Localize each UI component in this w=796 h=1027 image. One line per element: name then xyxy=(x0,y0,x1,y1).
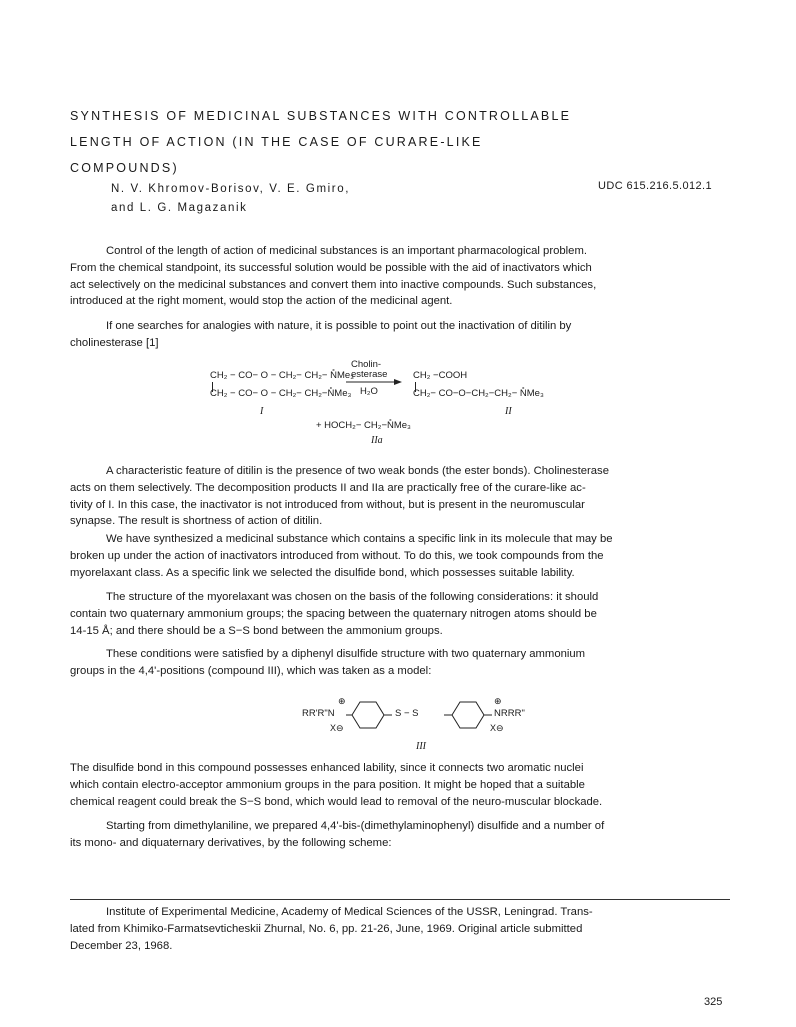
reagent-label: H₂O xyxy=(360,386,378,397)
text-line: contain two quaternary ammonium groups; the spacing between the quaternary nitrogen atoms should be xyxy=(70,607,597,620)
text-line: introduced at the right moment, would stop the action of the medicinal agent. xyxy=(70,295,453,308)
paragraph xyxy=(70,818,735,852)
text-line: tivity of I. In this case, the inactivator is not introduced from without, but is present in the neuromuscular xyxy=(70,498,585,511)
footnote-line: lated from Khimiko-Farmatsevticheskii Zhurnal, No. 6, pp. 21-26, June, 1969. Original article submitted xyxy=(70,922,583,935)
text-line: act selectively on the medicinal substances and convert them into inactive compounds. Such substances, xyxy=(70,278,597,291)
positive-charge: ⊕ xyxy=(494,696,502,706)
footnote-line: Institute of Experimental Medicine, Academy of Medical Sciences of the USSR, Leningrad. Trans- xyxy=(106,906,593,918)
compound-label: II xyxy=(505,406,512,417)
text-line: groups in the 4,4'-positions (compound III), which was taken as a model: xyxy=(70,664,432,677)
text-line: broken up under the action of inactivators introduced from without. To do this, we took compounds from the xyxy=(70,549,604,562)
text-line: The disulfide bond in this compound possesses enhanced lability, since it connects two aromatic nuclei xyxy=(70,762,584,774)
counter-anion: X⊖ xyxy=(490,723,504,733)
authors-line: N. V. Khromov-Borisov, V. E. Gmiro, xyxy=(111,183,350,195)
reactant-bottom-formula: CH₂ − CO− O − CH₂− CH₂−N̊Me₃ xyxy=(210,388,352,399)
text-line: If one searches for analogies with nature, it is possible to point out the inactivation of ditilin by xyxy=(106,320,572,332)
byproduct-formula: + HOCH₂− CH₂−N̊Me₃ xyxy=(316,420,411,431)
paragraph xyxy=(70,463,735,530)
title-line: LENGTH OF ACTION (IN THE CASE OF CURARE-LIKE xyxy=(70,135,483,149)
footnote xyxy=(70,904,735,954)
paragraph xyxy=(70,646,735,680)
text-line: its mono- and diquaternary derivatives, by the following scheme: xyxy=(70,836,392,849)
text-line: The structure of the myorelaxant was chosen on the basis of the following considerations: it should xyxy=(106,591,599,603)
reagent-label: Cholin- xyxy=(351,359,382,370)
text-line: 14-15 Å; and there should be a S−S bond between the ammonium groups. xyxy=(70,624,443,637)
reaction-scheme-ditilin xyxy=(200,358,544,448)
authors-line: and L. G. Magazanik xyxy=(111,202,248,214)
compound-label: IIa xyxy=(371,435,383,446)
positive-charge: ⊕ xyxy=(338,696,346,706)
benzene-rings xyxy=(346,698,492,732)
title-line: COMPOUNDS) xyxy=(70,161,179,175)
text-line: chemical reagent could break the S−S bond, which would lead to removal of the neuro-muscular blockade. xyxy=(70,795,603,808)
udc-code: UDC 615.216.5.012.1 xyxy=(598,180,713,192)
text-line: Starting from dimethylaniline, we prepared 4,4'-bis-(dimethylaminophenyl) disulfide and a number of xyxy=(106,820,605,832)
footnote-line: December 23, 1968. xyxy=(70,939,173,952)
footnote-divider xyxy=(70,899,730,900)
reagent-label: esterase xyxy=(351,369,388,380)
paragraph xyxy=(70,243,735,310)
compound-label: III xyxy=(416,741,426,752)
paragraph xyxy=(70,760,735,810)
article-title xyxy=(70,103,710,181)
paragraph xyxy=(70,531,735,581)
reactant-top-formula: CH₂ − CO− O − CH₂− CH₂− N̊Me₃ xyxy=(210,370,355,381)
text-line: myorelaxant class. As a specific link we selected the disulfide bond, which possesses suitable lability. xyxy=(70,566,575,579)
compound-label: I xyxy=(260,406,264,417)
product-top-formula: CH₂ −COOH xyxy=(413,370,468,381)
paragraph xyxy=(70,318,735,352)
text-line: cholinesterase [1] xyxy=(70,336,159,349)
paragraph xyxy=(70,589,735,639)
text-line: acts on them selectively. The decomposition products II and IIa are practically free of the curare-like ac- xyxy=(70,481,586,494)
text-line: Control of the length of action of medicinal substances is an important pharmacological problem. xyxy=(106,245,588,257)
authors xyxy=(111,180,350,218)
right-ammonium-group: NRRR" xyxy=(494,708,525,719)
counter-anion: X⊖ xyxy=(330,723,344,733)
disulfide-bond: S − S xyxy=(395,708,419,719)
reaction-arrow xyxy=(346,378,402,386)
text-line: We have synthesized a medicinal substance which contains a specific link in its molecule that may be xyxy=(106,533,613,545)
product-bottom-formula: CH₂− CO−O−CH₂−CH₂− N̊Me₃ xyxy=(413,388,544,399)
title-line: SYNTHESIS OF MEDICINAL SUBSTANCES WITH CONTROLLABLE xyxy=(70,109,572,123)
text-line: From the chemical standpoint, its successful solution would be possible with the aid of inactivators which xyxy=(70,261,592,274)
text-line: These conditions were satisfied by a diphenyl disulfide structure with two quaternary ammonium xyxy=(106,648,586,660)
text-line: which contain electro-acceptor ammonium groups in the para position. It might be hoped that a suitable xyxy=(70,778,585,791)
text-line: A characteristic feature of ditilin is the presence of two weak bonds (the ester bonds). Cholinesterase xyxy=(106,465,609,477)
page-number: 325 xyxy=(704,996,723,1008)
text-line: synapse. The result is shortness of action of ditilin. xyxy=(70,515,323,528)
left-ammonium-group: RR'R"N xyxy=(302,708,335,719)
structure-compound-III xyxy=(300,694,540,754)
